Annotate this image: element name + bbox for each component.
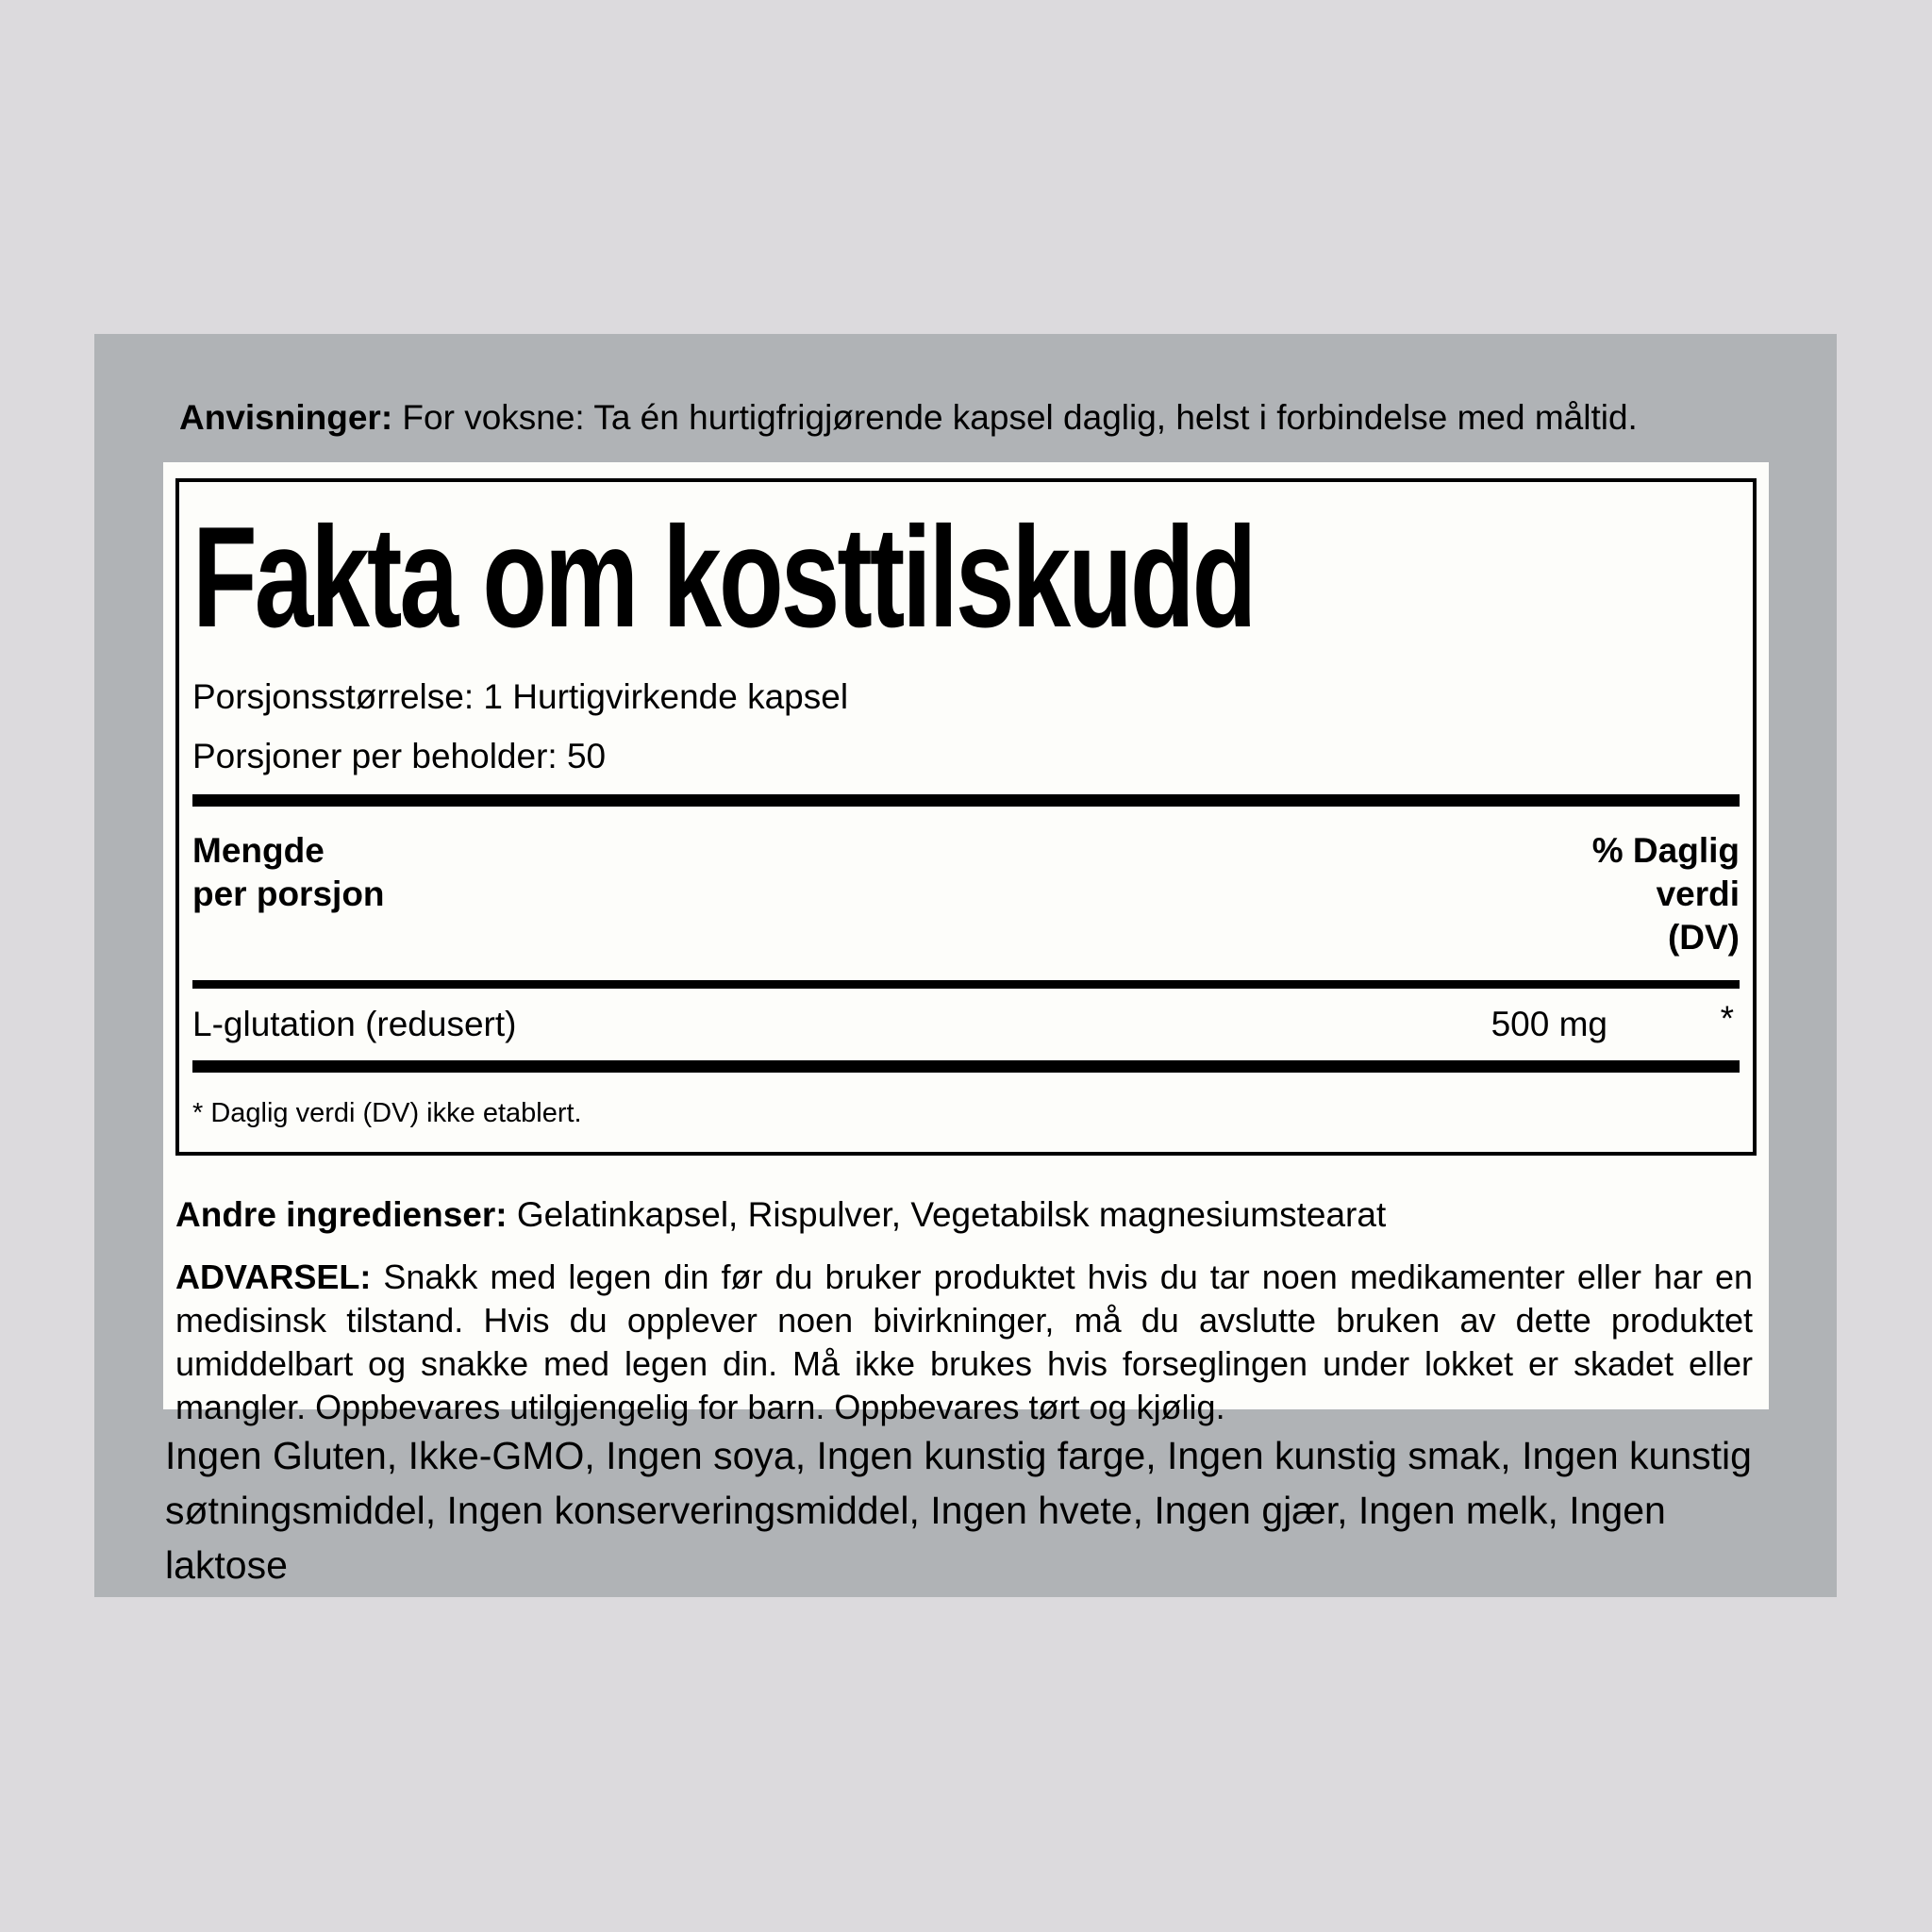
other-ingredients-text: Gelatinkapsel, Rispulver, Vegetabilsk magnesiumstearat — [507, 1195, 1387, 1234]
facts-header-row — [192, 829, 1740, 959]
other-ingredients-lead: Andre ingredienser: — [175, 1195, 508, 1234]
dv-footnote: * Daglig verdi (DV) ikke etablert. — [192, 1098, 582, 1128]
amount-header-line2: per porsjon — [192, 874, 385, 913]
directions-text: For voksne: Ta én hurtigfrigjørende kapsel daglig, helst i forbindelse med måltid. — [392, 398, 1638, 437]
label-gray-panel — [94, 334, 1837, 1597]
medium-divider — [192, 980, 1740, 989]
directions-lead: Anvisninger: — [179, 398, 393, 437]
dv-header-line1: % Daglig — [1591, 831, 1740, 870]
nutrient-name: L-glutation (redusert) — [192, 1005, 517, 1043]
thick-divider-bottom — [192, 1060, 1740, 1073]
free-from-statement: Ingen Gluten, Ikke-GMO, Ingen soya, Ingen kunstig farge, Ingen kunstig smak, Ingen kunstig søtningsmiddel, Ingen konserveringsmiddel, Ingen hvete, Ingen gjær, Ingen melk, Ingen laktose — [165, 1434, 1752, 1587]
dv-header-line3: (DV) — [1667, 918, 1740, 957]
warning-paragraph — [175, 1256, 1753, 1429]
nutrient-row — [192, 999, 1740, 1045]
amount-header — [192, 829, 385, 916]
daily-value-header — [1592, 829, 1740, 959]
nutrient-dv: * — [1720, 999, 1734, 1038]
other-ingredients-line — [175, 1193, 1757, 1237]
supplement-facts-box — [175, 478, 1757, 1156]
nutrient-amount: 500 mg — [1491, 1005, 1607, 1043]
serving-size: Porsjonsstørrelse: 1 Hurtigvirkende kapsel — [192, 677, 849, 716]
servings-per-container: Porsjoner per beholder: 50 — [192, 737, 607, 775]
facts-title: Fakta om kosttilskudd — [192, 497, 1255, 658]
directions-line — [179, 396, 1764, 440]
supplement-label-area — [163, 462, 1769, 1426]
thick-divider-top — [192, 794, 1740, 807]
amount-header-line1: Mengde — [192, 831, 325, 870]
dv-header-line2: verdi — [1656, 874, 1740, 913]
warning-text: Snakk med legen din før du bruker produktet hvis du tar noen medikamenter eller har en medisinsk tilstand. Hvis du opplever noen bivirkninger, må du avslutte bruken av dette produktet umiddelbart og snakke med legen din. Må ikke brukes hvis forseglingen under lokket er skadet eller mangler. Oppbevares utilgjengelig for barn. Oppbevares tørt og kjølig. — [175, 1257, 1753, 1426]
warning-lead: ADVARSEL: — [175, 1257, 372, 1296]
